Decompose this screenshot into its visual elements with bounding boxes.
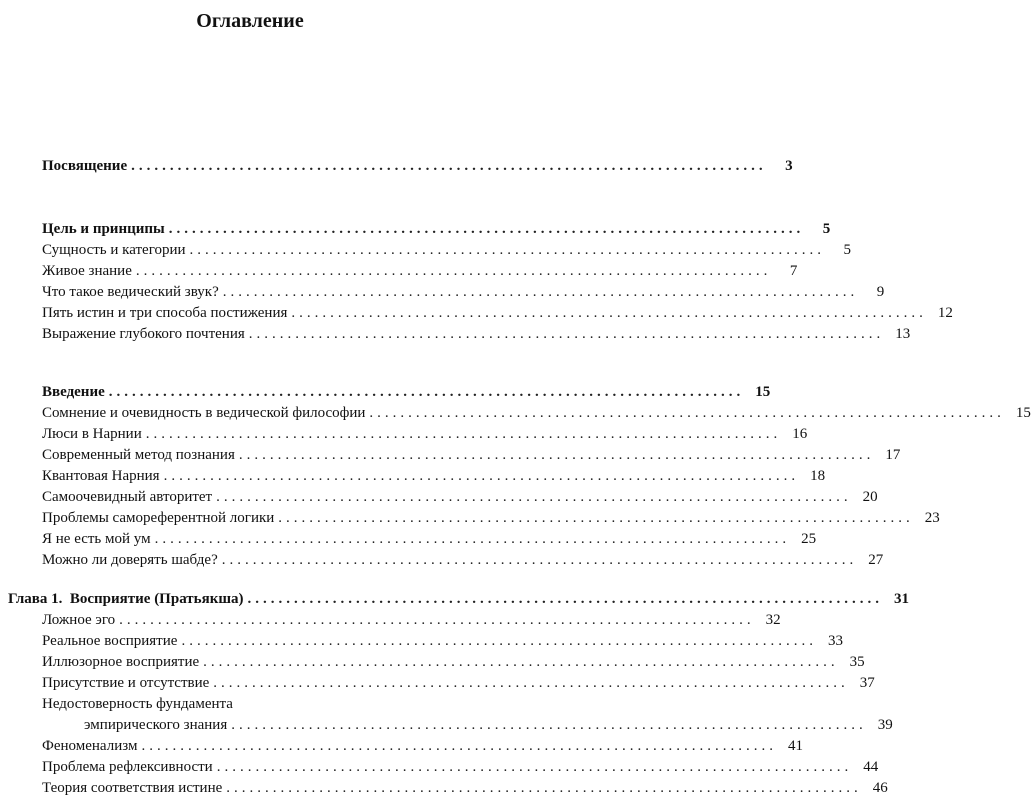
- toc-entry-page: 33: [827, 633, 843, 649]
- toc-entry-label: Проблемы самореферентной логики: [42, 510, 275, 526]
- toc-entry-label: Можно ли доверять шабде?: [42, 552, 218, 568]
- leader-dots: ..................................................................................: [226, 780, 862, 796]
- toc-entry[interactable]: [42, 508, 940, 528]
- toc-entry-page: 20: [862, 489, 878, 505]
- toc-entry[interactable]: [42, 445, 901, 465]
- leader-dots: ..................................................................................: [135, 263, 772, 279]
- toc-entry-page: 13: [895, 326, 911, 342]
- toc-entry[interactable]: [42, 324, 911, 344]
- leader-dots: ..................................................................................: [216, 759, 853, 775]
- toc-entry-page: 39: [877, 717, 893, 733]
- toc-entry-label: Я не есть мой ум: [42, 531, 151, 547]
- toc-entry[interactable]: [42, 403, 1031, 423]
- leader-dots: ..................................................................................: [168, 221, 805, 237]
- toc-entry-page: 35: [849, 654, 865, 670]
- toc-entry-page: 16: [792, 426, 808, 442]
- leader-dots: ..................................................................................: [247, 591, 884, 607]
- leader-dots: ..................................................................................: [163, 468, 800, 484]
- leader-dots: ..................................................................................: [145, 426, 782, 442]
- leader-dots: ..................................................................................: [369, 405, 1005, 421]
- toc-entry-page: 46: [872, 780, 888, 796]
- toc-entry-page: 44: [863, 759, 879, 775]
- toc-entry-introduction[interactable]: [42, 382, 771, 402]
- toc-entry-label: Самоочевидный авторитет: [42, 489, 213, 505]
- toc-entry[interactable]: [84, 715, 893, 735]
- toc-entry-page: 15: [1015, 405, 1031, 421]
- toc-entry[interactable]: [42, 778, 888, 798]
- toc-entry-label: Цель и принципы: [42, 221, 165, 237]
- toc-entry-label: Феноменализм: [42, 738, 138, 754]
- toc-entry-label-line1: Недостоверность фундамента: [42, 696, 233, 712]
- toc-entry[interactable]: [42, 424, 808, 444]
- toc-entry-page: 32: [765, 612, 781, 628]
- toc-entry-page: 41: [787, 738, 803, 754]
- leader-dots: ..................................................................................: [231, 717, 867, 733]
- toc-entry-label: Введение: [42, 384, 105, 400]
- toc-entry-label: Сущность и категории: [42, 242, 186, 258]
- leader-dots: ..................................................................................: [108, 384, 745, 400]
- leader-dots: ..................................................................................: [203, 654, 839, 670]
- leader-dots: ..................................................................................: [248, 326, 885, 342]
- toc-entry[interactable]: [42, 529, 817, 549]
- toc-entry-label: Люси в Нарнии: [42, 426, 142, 442]
- toc-entry[interactable]: [42, 550, 884, 570]
- toc-entry[interactable]: [42, 261, 798, 281]
- leader-dots: ..................................................................................: [189, 242, 826, 258]
- toc-entry-dedication[interactable]: [42, 156, 793, 176]
- leader-dots: ..................................................................................: [216, 489, 852, 505]
- toc-entry[interactable]: [42, 487, 878, 507]
- leader-dots: ..................................................................................: [131, 158, 767, 174]
- toc-entry-label: Проблема рефлексивности: [42, 759, 213, 775]
- leader-dots: ..................................................................................: [238, 447, 875, 463]
- toc-entry-page: 12: [937, 305, 953, 321]
- page-title: Оглавление: [196, 10, 304, 32]
- leader-dots: ..................................................................................: [221, 552, 858, 568]
- leader-dots: ..................................................................................: [291, 305, 927, 321]
- toc-entry[interactable]: [42, 757, 879, 777]
- toc-entry-label: Выражение глубокого почтения: [42, 326, 245, 342]
- toc-entry[interactable]: [42, 631, 843, 651]
- leader-dots: ..................................................................................: [278, 510, 914, 526]
- toc-entry-page: 18: [810, 468, 826, 484]
- leader-dots: ..................................................................................: [119, 612, 755, 628]
- toc-entry-page: 7: [789, 263, 798, 279]
- toc-entry-label: Квантовая Нарния: [42, 468, 160, 484]
- toc-entry-page: 31: [894, 591, 910, 607]
- toc-entry[interactable]: [42, 466, 826, 486]
- toc-entry[interactable]: [42, 240, 852, 260]
- toc-entry[interactable]: [42, 282, 885, 302]
- toc-entry[interactable]: [42, 736, 803, 756]
- toc-entry-page: 5: [822, 221, 831, 237]
- leader-dots: ..................................................................................: [141, 738, 777, 754]
- toc-entry-label: Присутствие и отсутствие: [42, 675, 210, 691]
- toc-entry-page: 23: [924, 510, 940, 526]
- toc-entry[interactable]: [42, 610, 781, 630]
- toc-entry-label: Реальное восприятие: [42, 633, 178, 649]
- toc-entry-label: Что такое ведический звук?: [42, 284, 219, 300]
- leader-dots: ..................................................................................: [222, 284, 859, 300]
- toc-entry-page: 17: [885, 447, 901, 463]
- toc-entry-label: Живое знание: [42, 263, 132, 279]
- toc-entry-page: 27: [868, 552, 884, 568]
- toc-entry-page: 3: [785, 158, 793, 174]
- toc-entry-page: 37: [859, 675, 875, 691]
- toc-entry[interactable]: [42, 652, 865, 672]
- toc-entry[interactable]: [42, 303, 953, 323]
- toc-entry-label: Современный метод познания: [42, 447, 235, 463]
- toc-entry-page: 15: [755, 384, 771, 400]
- toc-entry-label: Пять истин и три способа постижения: [42, 305, 288, 321]
- leader-dots: ..................................................................................: [181, 633, 817, 649]
- toc-entry-page: 25: [801, 531, 817, 547]
- toc-entry-goals[interactable]: [42, 219, 831, 239]
- toc-entry[interactable]: [42, 673, 875, 693]
- toc-entry-label: Теория соответствия истине: [42, 780, 223, 796]
- toc-entry-label: Иллюзорное восприятие: [42, 654, 200, 670]
- toc-entry-label: Ложное эго: [42, 612, 116, 628]
- toc-entry-label: Посвящение: [42, 158, 128, 174]
- toc-entry-label: Сомнение и очевидность в ведической философии: [42, 405, 366, 421]
- toc-entry-page: 5: [843, 242, 852, 258]
- toc-entry-page: 9: [876, 284, 885, 300]
- toc-entry-chapter-1[interactable]: [8, 589, 910, 609]
- leader-dots: ..................................................................................: [213, 675, 849, 691]
- leader-dots: ..................................................................................: [154, 531, 791, 547]
- toc-entry-label: Глава 1. Восприятие (Пратьякша): [8, 591, 244, 607]
- toc-entry-label: эмпирического знания: [84, 717, 228, 733]
